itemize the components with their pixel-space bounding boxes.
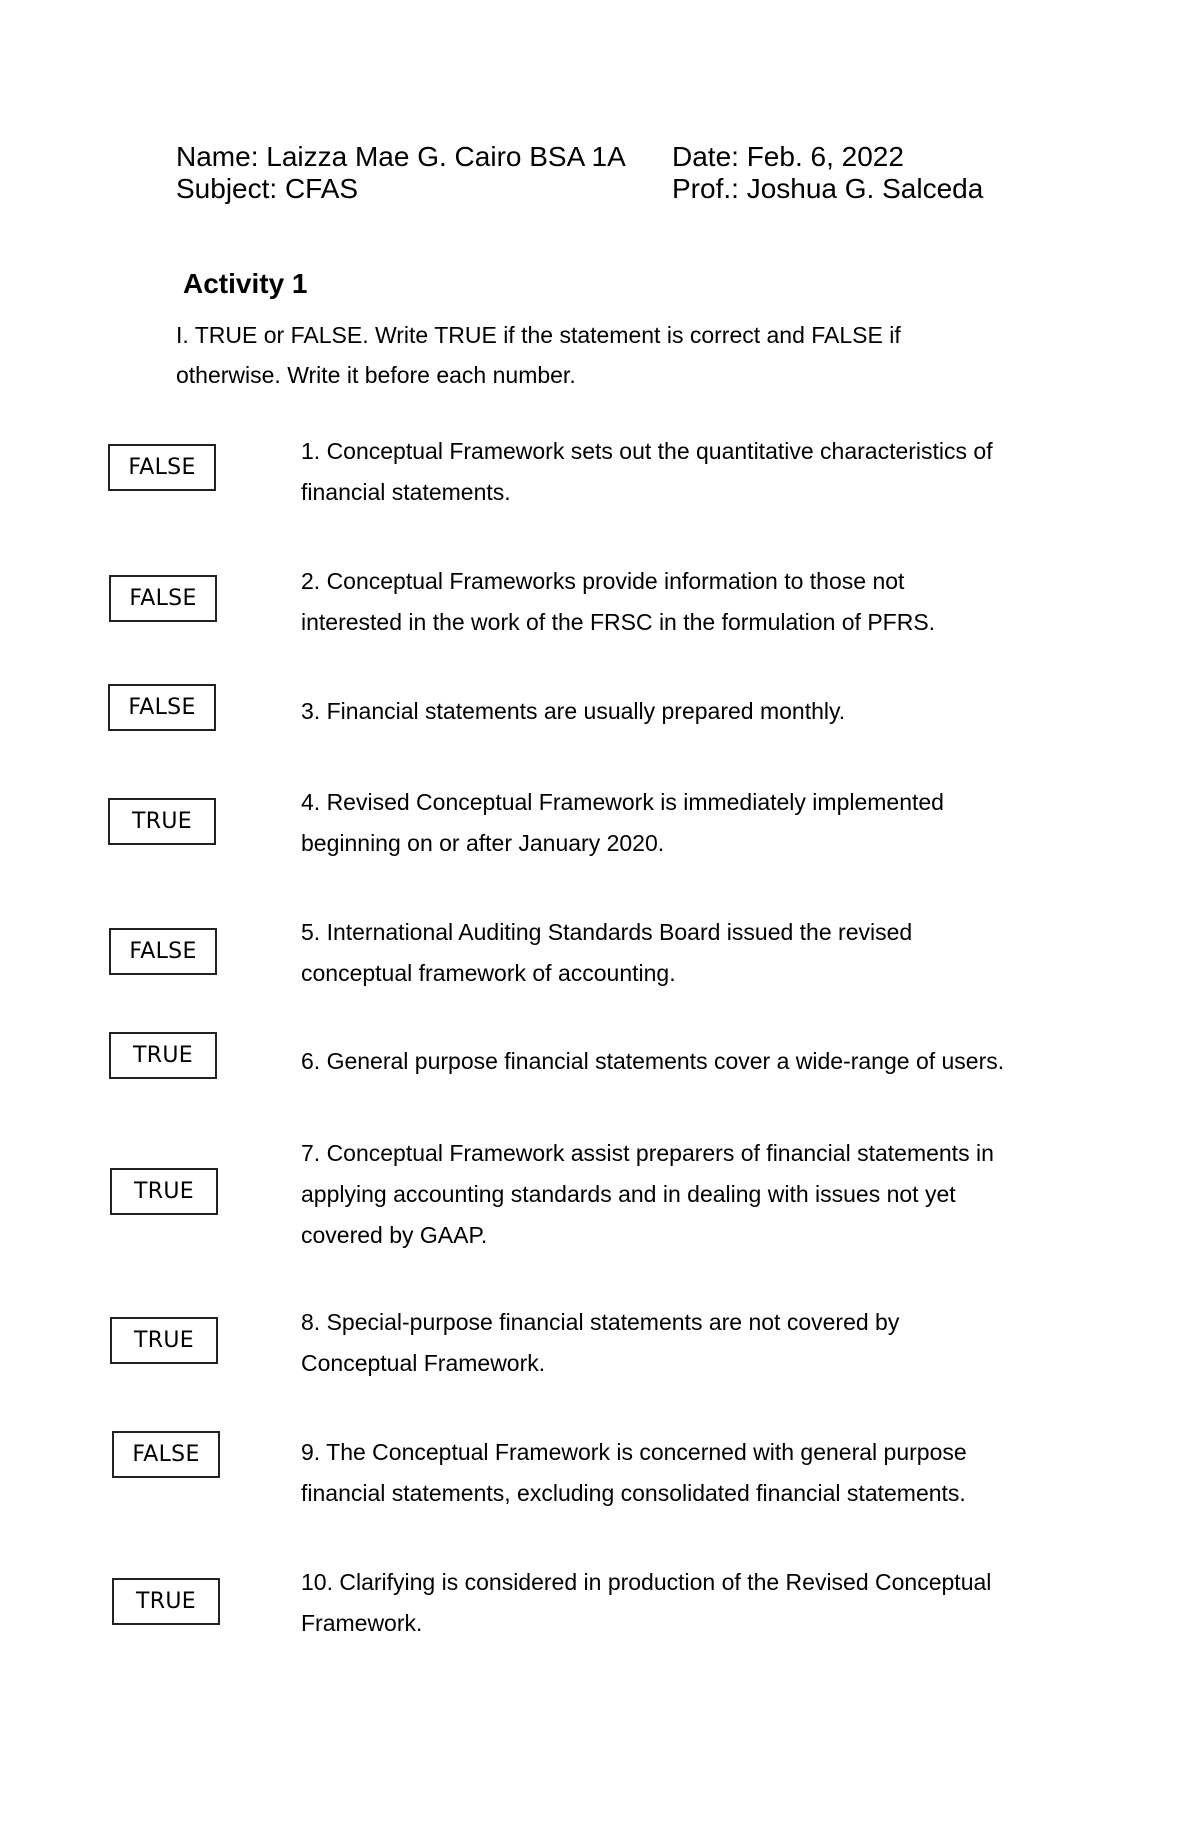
question-6 [301, 1041, 1041, 1082]
question-4-line-2: beginning on or after January 2020. [301, 830, 665, 856]
question-8-line-2: Conceptual Framework. [301, 1350, 546, 1376]
question-4 [301, 782, 1041, 864]
question-9-line-1: 9. The Conceptual Framework is concerned with general purpose [301, 1439, 967, 1465]
question-8 [301, 1302, 1041, 1384]
question-7-line-1: 7. Conceptual Framework assist preparers of financial statements in [301, 1140, 994, 1166]
student-name: Name: Laizza Mae G. Cairo BSA 1A [176, 141, 626, 172]
question-10-line-2: Framework. [301, 1610, 423, 1636]
instructions [176, 315, 996, 395]
question-2-line-2: interested in the work of the FRSC in the formulation of PFRS. [301, 609, 936, 635]
question-3-line-1: 3. Financial statements are usually prepared monthly. [301, 698, 846, 724]
question-7-line-2: applying accounting standards and in dealing with issues not yet [301, 1181, 956, 1207]
question-4-line-1: 4. Revised Conceptual Framework is immediately implemented [301, 789, 944, 815]
answer-box-5: FALSE [109, 928, 217, 975]
answer-box-10: TRUE [112, 1578, 220, 1625]
question-2 [301, 561, 1041, 643]
question-1-line-1: 1. Conceptual Framework sets out the quantitative characteristics of [301, 438, 993, 464]
answer-box-2: FALSE [109, 575, 217, 622]
answer-box-3: FALSE [108, 684, 216, 731]
professor-label: Prof.: Joshua G. Salceda [672, 173, 984, 204]
question-9 [301, 1432, 1041, 1514]
instructions-line-1: I. TRUE or FALSE. Write TRUE if the statement is correct and FALSE if [176, 322, 901, 348]
answer-box-9: FALSE [112, 1431, 220, 1478]
question-3 [301, 691, 1041, 732]
instructions-line-2: otherwise. Write it before each number. [176, 362, 576, 388]
question-7-line-3: covered by GAAP. [301, 1222, 488, 1248]
question-1-line-2: financial statements. [301, 479, 511, 505]
question-9-line-2: financial statements, excluding consolidated financial statements. [301, 1480, 966, 1506]
question-2-line-1: 2. Conceptual Frameworks provide information to those not [301, 568, 905, 594]
question-8-line-1: 8. Special-purpose financial statements are not covered by [301, 1309, 900, 1335]
question-1 [301, 431, 1041, 513]
question-6-line-1: 6. General purpose financial statements cover a wide-range of users. [301, 1048, 1005, 1074]
question-7 [301, 1133, 1041, 1256]
subject-label: Subject: CFAS [176, 173, 359, 204]
question-10 [301, 1562, 1041, 1644]
answer-box-4: TRUE [108, 798, 216, 845]
activity-title: Activity 1 [183, 268, 308, 299]
question-5-line-2: conceptual framework of accounting. [301, 960, 676, 986]
answer-box-8: TRUE [110, 1317, 218, 1364]
question-5-line-1: 5. International Auditing Standards Board issued the revised [301, 919, 913, 945]
question-10-line-1: 10. Clarifying is considered in production of the Revised Conceptual [301, 1569, 992, 1595]
date-label: Date: Feb. 6, 2022 [672, 141, 904, 172]
question-5 [301, 912, 1041, 994]
answer-box-1: FALSE [108, 444, 216, 491]
answer-box-6: TRUE [109, 1032, 217, 1079]
answer-box-7: TRUE [110, 1168, 218, 1215]
